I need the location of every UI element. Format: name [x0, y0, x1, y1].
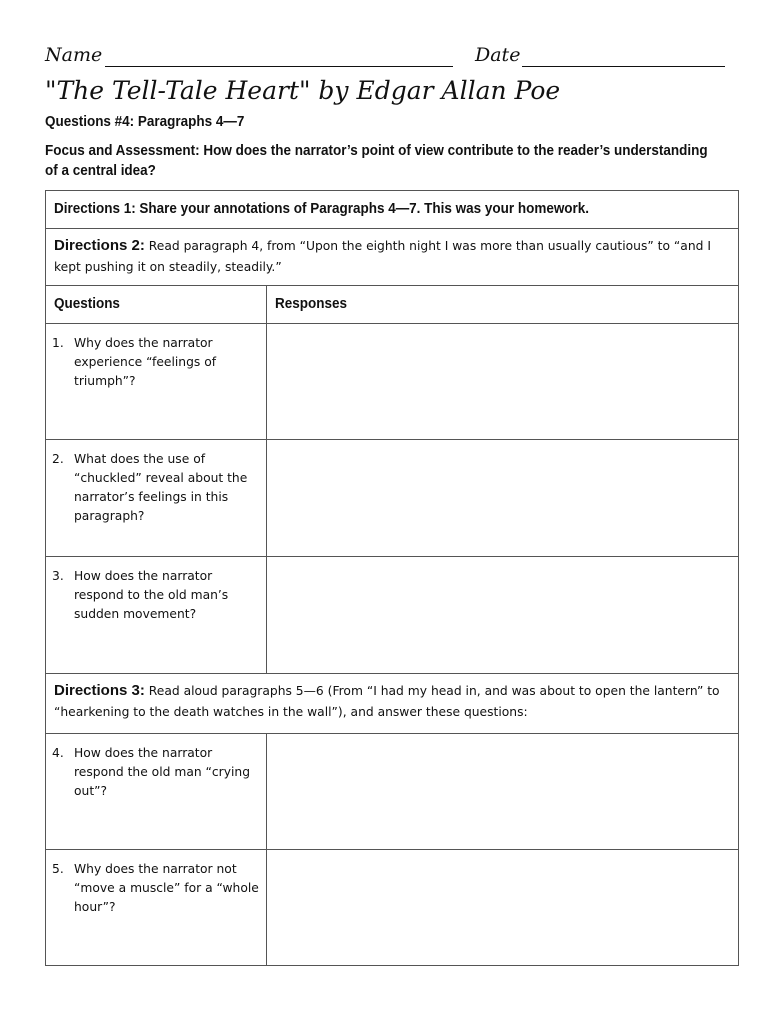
question-2: 2. What does the use of “chuckled” reveal about the narrator’s feelings in this paragraph?	[46, 440, 267, 557]
questions-heading: Questions #4: Paragraphs 4—7	[45, 114, 245, 130]
directions-2: Directions 2: Read paragraph 4, from “Upon the eighth night I was more than usually cautious” to “and I kept pushing it on steadily, steadily.”	[46, 229, 739, 286]
response-3-field[interactable]	[267, 557, 739, 674]
page-title: "The Tell-Tale Heart" by Edgar Allan Poe	[45, 76, 561, 105]
table-row	[46, 850, 739, 966]
date-label: Date	[475, 44, 521, 66]
question-3: 3. How does the narrator respond to the old man’s sudden movement?	[46, 557, 267, 674]
name-date-row	[45, 40, 735, 70]
focus-question: Focus and Assessment: How does the narrator’s point of view contribute to the reader’s understanding of a central idea?	[45, 143, 708, 179]
question-1: 1. Why does the narrator experience “feelings of triumph”?	[46, 324, 267, 440]
response-1-field[interactable]	[267, 324, 739, 440]
column-header-questions: Questions	[46, 286, 267, 324]
table-row	[46, 440, 739, 557]
column-header-responses: Responses	[267, 286, 739, 324]
date-field[interactable]	[522, 66, 725, 67]
directions-1: Directions 1: Share your annotations of Paragraphs 4—7. This was your homework.	[46, 191, 739, 229]
table-row	[46, 734, 739, 850]
response-4-field[interactable]	[267, 734, 739, 850]
questions-table	[45, 190, 739, 966]
name-label: Name	[45, 44, 103, 66]
name-field[interactable]	[105, 66, 453, 67]
directions-3: Directions 3: Read aloud paragraphs 5—6 (From “I had my head in, and was about to open the lantern” to “hearkening to the death watches in the wall”), and answer these questions:	[46, 674, 739, 734]
table-row	[46, 557, 739, 674]
question-5: 5. Why does the narrator not “move a muscle” for a “whole hour”?	[46, 850, 267, 966]
question-4: 4. How does the narrator respond the old man “crying out”?	[46, 734, 267, 850]
table-row	[46, 324, 739, 440]
response-5-field[interactable]	[267, 850, 739, 966]
response-2-field[interactable]	[267, 440, 739, 557]
